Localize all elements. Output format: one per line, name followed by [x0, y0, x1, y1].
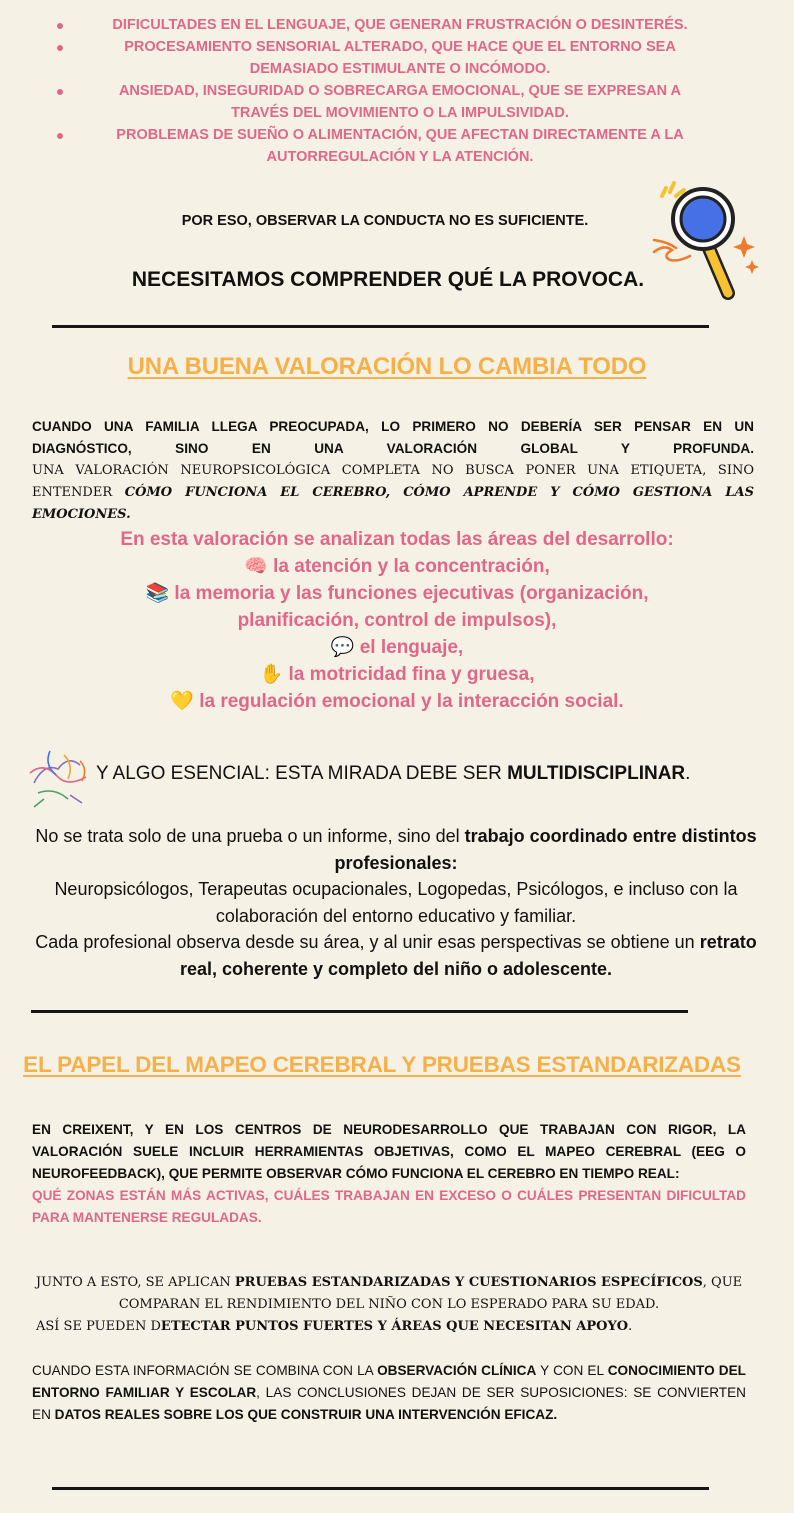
- multidisciplinary-line: [96, 763, 776, 785]
- strengths-intro: ASÍ SE PUEDEN D: [36, 1319, 161, 1334]
- perspectives-text: [30, 929, 762, 982]
- magnifying-glass-icon: [648, 178, 766, 306]
- bullet-icon: [57, 23, 63, 29]
- development-areas: [40, 526, 754, 715]
- list-item: [50, 80, 750, 124]
- list-item-text: PROCESAMIENTO SENSORIAL ALTERADO, QUE HACE QUE EL ENTORNO SEA DEMASIADO ESTIMULANTE O INCÓMODO.: [124, 39, 676, 77]
- brain-zones-text: QUÉ ZONAS ESTÁN MÁS ACTIVAS, CUÁLES TRABAJAN EN EXCESO O CUÁLES PRESENTAN DIFICULTAD PARA MANTENERSE REGULADAS.: [32, 1188, 746, 1225]
- tests-tail: , QUE COMPARAN EL RENDIMIENTO DEL NIÑO CON LO ESPERADO PARA SU EDAD.: [118, 1275, 743, 1312]
- area-text: planificación, control de impulsos),: [237, 610, 557, 631]
- section-title: UNA BUENA VALORACIÓN LO CAMBIA TODO: [127, 353, 647, 380]
- coordination-intro: No se trata solo de una prueba o un informe, sino del: [35, 826, 465, 846]
- standardized-tests-paragraph: [32, 1272, 746, 1316]
- bullet-icon: [57, 133, 63, 139]
- conclusion-text: CUANDO ESTA INFORMACIÓN SE COMBINA CON LA: [32, 1363, 378, 1378]
- divider: [31, 1010, 688, 1013]
- family-paragraph: CUANDO UNA FAMILIA LLEGA PREOCUPADA, LO PRIMERO NO DEBERÍA SER PENSAR EN UN DIAGNÓSTICO, SINO EN UNA VALORACIÓN GLOBAL Y PROFUNDA.: [32, 419, 754, 456]
- coordination-paragraph: [30, 823, 762, 983]
- neuropsych-paragraph: [32, 460, 754, 526]
- list-item: [50, 14, 750, 36]
- brain-icon: 🧠: [244, 556, 268, 577]
- list-item: [50, 124, 750, 168]
- area-language: [40, 634, 754, 661]
- difficulties-list: [50, 14, 750, 168]
- area-motor: [40, 661, 754, 688]
- tests-emphasis: PRUEBAS ESTANDARIZADAS Y CUESTIONARIOS ESPECÍFICOS: [234, 1275, 703, 1290]
- area-memory: [40, 580, 754, 607]
- conclusion-emphasis: OBSERVACIÓN CLÍNICA: [377, 1363, 537, 1378]
- area-attention: [40, 553, 754, 580]
- books-icon: 📚: [145, 583, 170, 604]
- list-item: [50, 36, 750, 80]
- speech-bubble-icon: 💬: [330, 637, 355, 658]
- essential-text: Y ALGO ESENCIAL: ESTA MIRADA DEBE SER: [96, 763, 508, 784]
- conclusion-emphasis: DATOS REALES SOBRE LOS QUE CONSTRUIR UNA INTERVENCIÓN EFICAZ.: [54, 1407, 558, 1422]
- coordination-emphasis: trabajo coordinado entre distintos profesionales:: [334, 826, 757, 873]
- essential-emphasis: MULTIDISCIPLINAR: [507, 763, 686, 784]
- divider: [52, 325, 709, 328]
- neuropsych-emphasis: CÓMO FUNCIONA EL CEREBRO, CÓMO APRENDE Y CÓMO GESTIONA LAS EMOCIONES.: [32, 485, 754, 522]
- list-item-text: ANSIEDAD, INSEGURIDAD O SOBRECARGA EMOCIONAL, QUE SE EXPRESAN A TRAVÉS DEL MOVIMIENTO O LA IMPULSIVIDAD.: [118, 83, 682, 121]
- section-title: EL PAPEL DEL MAPEO CEREBRAL Y PRUEBAS ESTANDARIZADAS: [23, 1052, 741, 1077]
- strengths-period: .: [628, 1319, 633, 1334]
- conclusion-text: Y CON EL: [536, 1363, 608, 1378]
- strengths-line: [36, 1316, 750, 1338]
- area-text: la regulación emocional y la interacción social.: [199, 691, 624, 712]
- brain-mapping-text: EN CREIXENT, Y EN LOS CENTROS DE NEURODESARROLLO QUE TRABAJAN CON RIGOR, LA VALORACIÓN SUELE INCLUIR HERRAMIENTAS OBJETIVAS, COMO EL MAPEO CEREBRAL (EEG O NEUROFEEDBACK), QUE PERMITE OBSERVAR CÓMO FUNCIONA EL CEREBRO EN TIEMPO REAL:: [32, 1122, 746, 1181]
- conclusion-emphasis: CONOCIMIENTO DEL ENTORNO FAMILIAR Y ESCOLAR: [32, 1363, 746, 1400]
- tests-intro: JUNTO A ESTO, SE APLICAN: [35, 1275, 235, 1290]
- neuropsych-text: UNA VALORACIÓN NEUROPSICOLÓGICA COMPLETA NO BUSCA PONER UNA ETIQUETA, SINO ENTENDER: [32, 463, 754, 500]
- list-item-text: PROBLEMAS DE SUEÑO O ALIMENTACIÓN, QUE AFECTAN DIRECTAMENTE A LA AUTORREGULACIÓN Y LA ATENCIÓN.: [116, 127, 684, 165]
- areas-intro: En esta valoración se analizan todas las áreas del desarrollo:: [120, 529, 674, 550]
- bullet-icon: [57, 89, 63, 95]
- perspectives-intro: Cada profesional observa desde su área, y al unir esas perspectivas se obtiene un: [35, 932, 700, 953]
- area-planning: [40, 607, 754, 634]
- perspectives-emphasis: retrato real, coherente y completo del niño o adolescente.: [179, 932, 757, 979]
- coordination-text: [30, 823, 762, 876]
- understand-statement: NECESITAMOS COMPRENDER QUÉ LA PROVOCA.: [131, 268, 645, 291]
- bullet-icon: [57, 45, 63, 51]
- area-emotional: [40, 688, 754, 715]
- area-text: la motricidad fina y gruesa,: [288, 664, 535, 685]
- area-text: el lenguaje,: [359, 637, 464, 658]
- conduct-statement: POR ESO, OBSERVAR LA CONDUCTA NO ES SUFICIENTE.: [181, 213, 589, 229]
- strengths-emphasis: ETECTAR PUNTOS FUERTES Y ÁREAS QUE NECESITAN APOYO: [160, 1319, 629, 1334]
- team-hands-icon: [24, 743, 96, 809]
- divider: [52, 1487, 709, 1490]
- area-text: la memoria y las funciones ejecutivas (organización,: [174, 583, 649, 604]
- conclusion-text: , LAS CONCLUSIONES DEJAN DE SER SUPOSICIONES: SE CONVIERTEN EN: [32, 1385, 746, 1422]
- professionals-list: Neuropsicólogos, Terapeutas ocupacionales, Logopedas, Psicólogos, e incluso con la colaboración del entorno educativo y familiar.: [54, 879, 738, 926]
- valuation-paragraph: [32, 416, 754, 526]
- essential-period: .: [685, 763, 691, 784]
- yellow-heart-icon: 💛: [170, 691, 194, 712]
- hand-icon: ✋: [259, 664, 284, 685]
- conclusion-paragraph: [32, 1360, 746, 1426]
- area-text: la atención y la concentración,: [273, 556, 550, 577]
- list-item-text: DIFICULTADES EN EL LENGUAJE, QUE GENERAN FRUSTRACIÓN O DESINTERÉS.: [112, 17, 688, 33]
- brain-mapping-paragraph: [32, 1119, 746, 1229]
